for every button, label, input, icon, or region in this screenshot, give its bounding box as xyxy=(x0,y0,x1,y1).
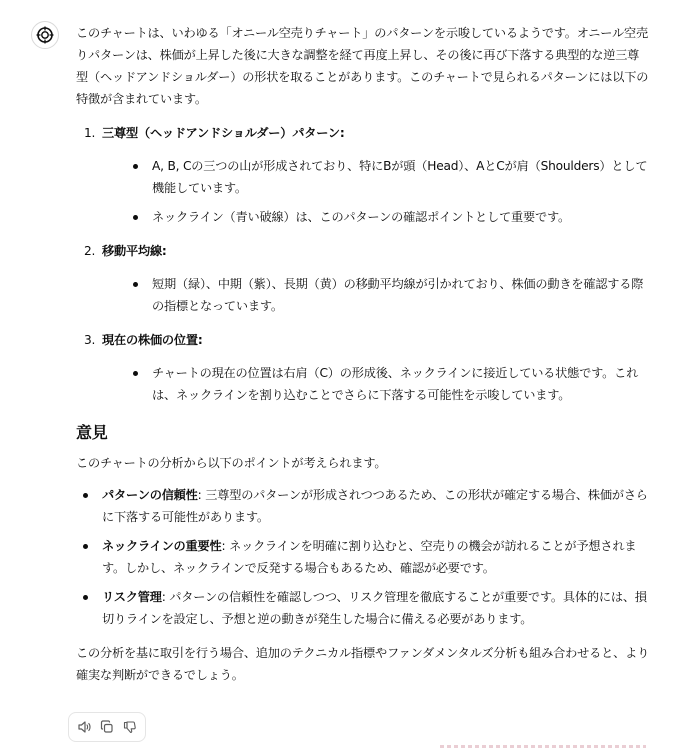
section-bullets xyxy=(102,155,650,228)
section-bullet: ネックライン（青い破線）は、このパターンの確認ポイントとして重要です。 xyxy=(128,206,650,228)
intro-paragraph: このチャートは、いわゆる「オニール空売りチャート」のパターンを示唆しているようです。オニール空売りパターンは、株価が上昇した後に大きな調整を経て再度上昇し、その後に再び下落する典型的な逆三尊型（ヘッドアンドショルダー）の形状を取ることがあります。このチャートで見られるパターンには以下の特徴が含まれています。 xyxy=(76,26,649,106)
section-number: 3. xyxy=(84,333,96,347)
next-message-edge xyxy=(440,745,646,748)
section-bullet: A, B, Cの三つの山が形成されており、特にBが頭（Head）、AとCが肩（Shoulders）として機能しています。 xyxy=(128,155,650,199)
assistant-logo-icon xyxy=(35,25,55,45)
section-title: 現在の株価の位置: xyxy=(102,333,203,347)
copy-icon xyxy=(100,720,114,734)
opinion-point xyxy=(76,586,650,630)
section-title: 三尊型（ヘッドアンドショルダー）パターン: xyxy=(102,126,345,140)
section-bullet: チャートの現在の位置は右肩（C）の形成後、ネックラインに接近している状態です。これは、ネックラインを割り込むことでさらに下落する可能性を示唆しています。 xyxy=(128,362,650,406)
point-label: パターンの信頼性 xyxy=(102,488,198,502)
point-label: ネックラインの重要性 xyxy=(102,539,222,553)
opinion-points xyxy=(76,484,650,630)
point-text: : 三尊型のパターンが形成されつつあるため、この形状が確定する場合、株価がさらに下落する可能性があります。 xyxy=(102,488,648,524)
opinion-intro: このチャートの分析から以下のポイントが考えられます。 xyxy=(76,456,387,470)
speaker-icon xyxy=(77,720,91,734)
opinion-point xyxy=(76,484,650,528)
read-aloud-button[interactable] xyxy=(75,718,93,736)
section-title: 移動平均線: xyxy=(102,244,167,258)
opinion-heading: 意見 xyxy=(76,423,108,442)
section-item xyxy=(76,240,650,317)
thumbs-down-button[interactable] xyxy=(121,718,139,736)
point-text: : ネックラインを明確に割り込むと、空売りの機会が訪れることが予想されます。しかし、ネックラインで反発する場合もあるため、確認が必要です。 xyxy=(102,539,637,575)
section-bullets xyxy=(102,273,650,317)
point-text: : パターンの信頼性を確認しつつ、リスク管理を徹底することが重要です。具体的には、損切りラインを設定し、予想と逆の動きが発生した場合に備える必要があります。 xyxy=(102,590,647,626)
section-bullet: 短期（緑）、中期（紫）、長期（黄）の移動平均線が引かれており、株価の動きを確認する際の指標となっています。 xyxy=(128,273,650,317)
section-item xyxy=(76,122,650,228)
section-item xyxy=(76,329,650,406)
assistant-message xyxy=(76,22,650,686)
copy-button[interactable] xyxy=(98,718,116,736)
point-label: リスク管理 xyxy=(102,590,162,604)
thumbs-down-icon xyxy=(123,720,137,734)
message-actions xyxy=(68,712,146,742)
opinion-point xyxy=(76,535,650,579)
conclusion-paragraph: この分析を基に取引を行う場合、追加のテクニカル指標やファンダメンタルズ分析も組み合わせると、より確実な判断ができるでしょう。 xyxy=(76,646,650,682)
section-bullets xyxy=(102,362,650,406)
assistant-avatar xyxy=(31,21,59,49)
section-number: 1. xyxy=(84,126,96,140)
section-number: 2. xyxy=(84,244,96,258)
